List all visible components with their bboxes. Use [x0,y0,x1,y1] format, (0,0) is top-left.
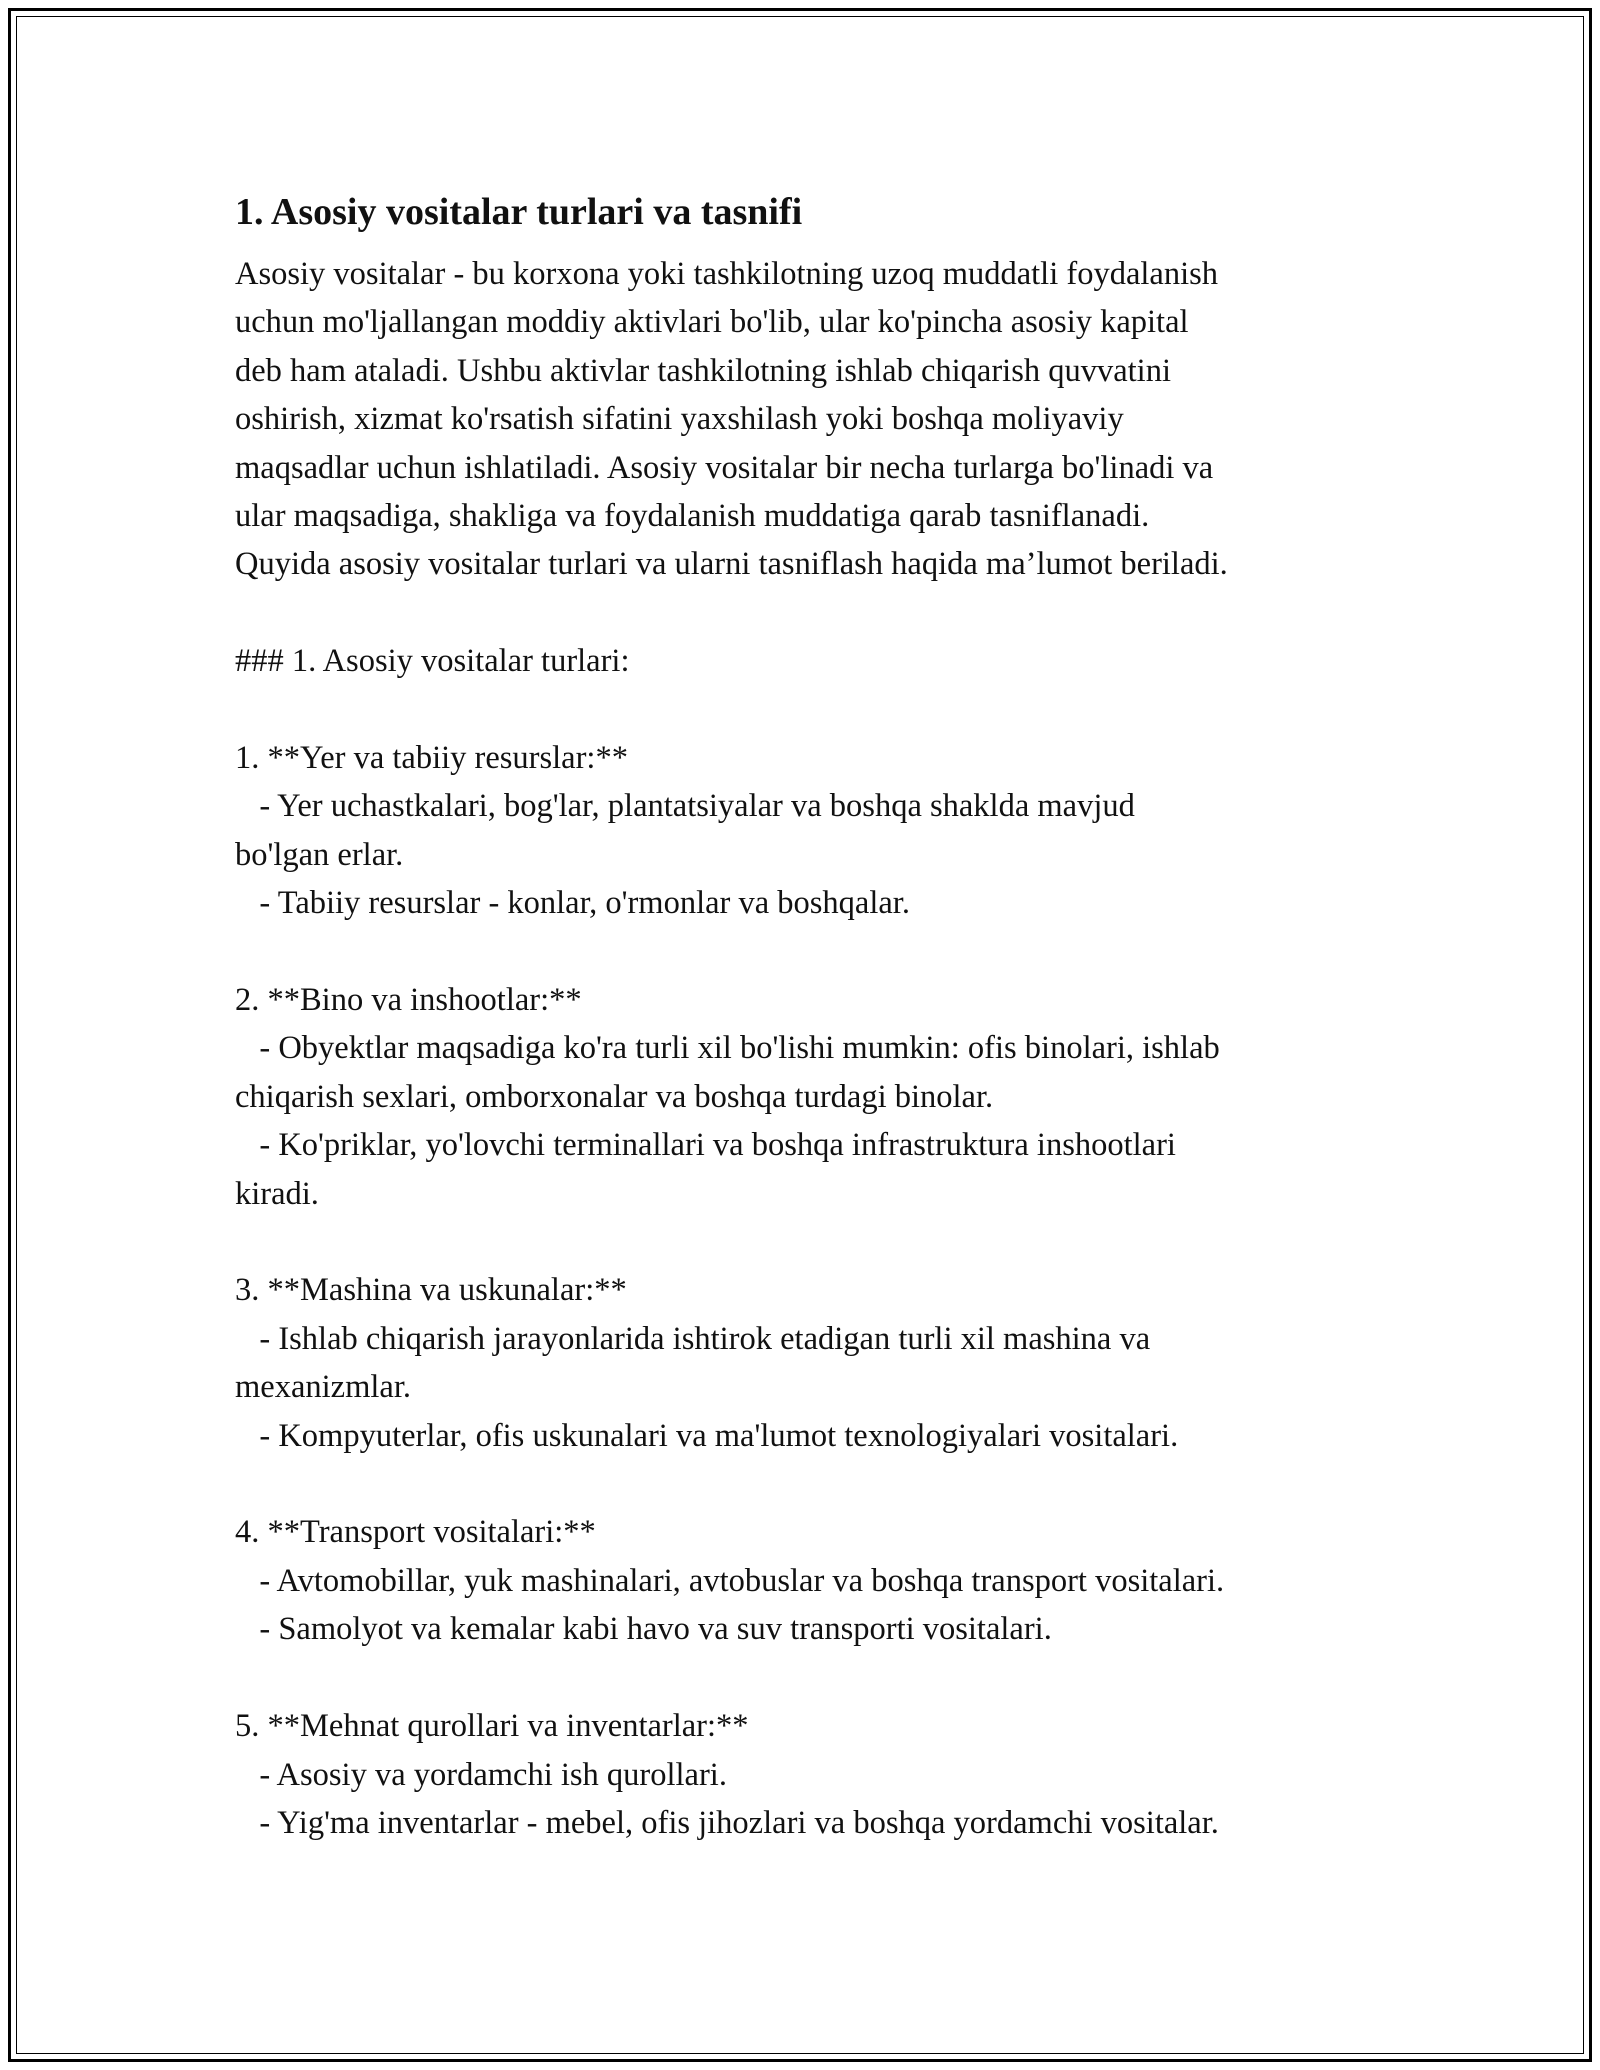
list-line: - Samolyot va kemalar kabi havo va suv transporti vositalari. [235,1611,1052,1648]
list-line: - Ko'priklar, yo'lovchi terminallari va boshqa infrastruktura inshootlari [235,1127,1176,1164]
blank-line [235,1654,1395,1702]
blank-line [235,928,1395,976]
list-line: - Kompyuterlar, ofis uskunalari va ma'lumot texnologiyalari vositalari. [235,1417,1179,1454]
list-line: - Obyektlar maqsadiga ko'ra turli xil bo'lishi mumkin: ofis binolari, ishlab [235,1030,1220,1067]
list-line: - Avtomobillar, yuk mashinalari, avtobuslar va boshqa transport vositalari. [235,1562,1225,1599]
list-line: kiradi. [235,1175,319,1212]
list-line: - Tabiiy resurslar - konlar, o'rmonlar va boshqalar. [235,885,910,922]
list-line: 3. **Mashina va uskunalar:** [235,1272,627,1309]
intro-line: oshirish, xizmat ko'rsatish sifatini yaxshilash yoki boshqa moliyaviy [235,401,1124,438]
document-body [235,188,1395,1847]
list-line: chiqarish sexlari, omborxonalar va boshqa turdagi binolar. [235,1078,994,1115]
intro-paragraph [235,250,1395,589]
list-line: - Yig'ma inventarlar - mebel, ofis jihozlari va boshqa yordamchi vositalar. [235,1804,1219,1841]
intro-line: deb ham ataladi. Ushbu aktivlar tashkilotning ishlab chiqarish quvvatini [235,352,1171,389]
document-title: 1. Asosiy vositalar turlari va tasnifi [235,191,803,233]
list-line: 1. **Yer va tabiiy resurslar:** [235,740,628,777]
list-section-2 [235,976,1395,1218]
list-line: - Asosiy va yordamchi ish qurollari. [235,1756,727,1793]
list-section-4 [235,1508,1395,1653]
list-line: 5. **Mehnat qurollari va inventarlar:** [235,1708,749,1745]
intro-line: Asosiy vositalar - bu korxona yoki tashkilotning uzoq muddatli foydalanish [235,256,1218,292]
list-line: bo'lgan erlar. [235,836,404,873]
blank-line [235,1218,1395,1266]
intro-line: maqsadlar uchun ishlatiladi. Asosiy vositalar bir necha turlarga bo'linadi va [235,449,1214,486]
blank-line [235,1460,1395,1508]
list-line: mexanizmlar. [235,1369,411,1406]
section-subheading: ### 1. Asosiy vositalar turlari: [235,643,630,680]
intro-line: Quyida asosiy vositalar turlari va ularni tasniflash haqida ma’lumot beriladi. [235,546,1228,583]
list-section-1 [235,734,1395,928]
list-line: 4. **Transport vositalari:** [235,1514,596,1551]
list-line: - Ishlab chiqarish jarayonlarida ishtirok etadigan turli xil mashina va [235,1320,1151,1357]
intro-line: uchun mo'ljallangan moddiy aktivlari bo'lib, ular ko'pincha asosiy kapital [235,304,1189,341]
list-line: - Yer uchastkalari, bog'lar, plantatsiyalar va boshqa shaklda mavjud [235,788,1135,825]
blank-line [235,686,1395,734]
blank-line [235,589,1395,637]
list-section-5 [235,1702,1395,1847]
intro-line: ular maqsadiga, shakliga va foydalanish muddatiga qarab tasniflanadi. [235,498,1150,535]
list-line: 2. **Bino va inshootlar:** [235,982,582,1019]
list-section-3 [235,1266,1395,1460]
